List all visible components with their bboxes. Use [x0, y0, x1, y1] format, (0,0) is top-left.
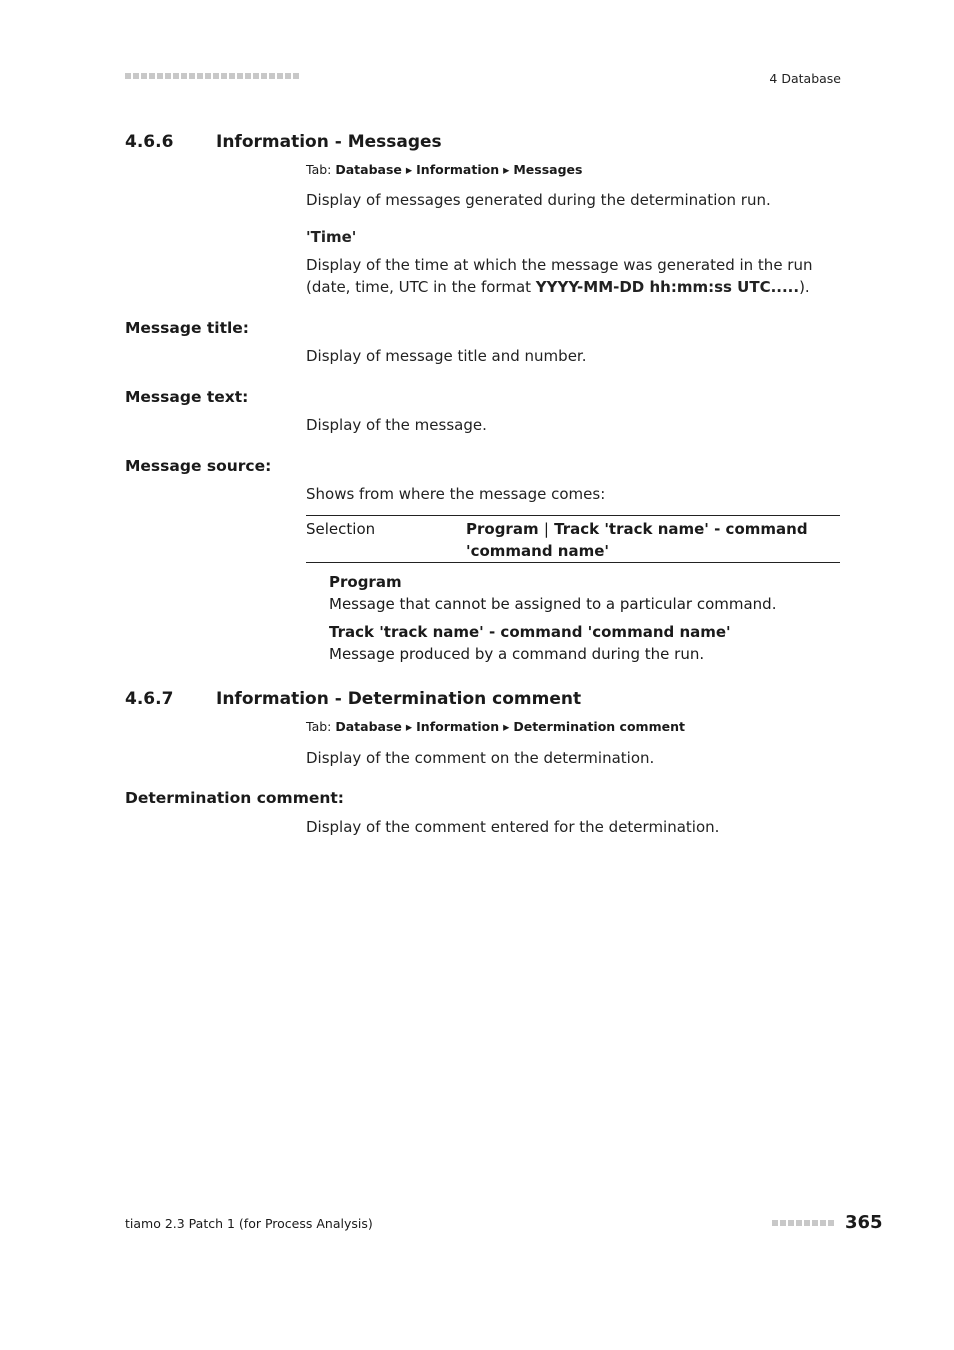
option-desc: Message produced by a command during the run.	[329, 645, 705, 663]
selection-option: Program	[466, 520, 539, 538]
selection-header: Selection	[306, 520, 376, 538]
header-decoration	[125, 73, 307, 81]
section-intro: Display of the comment on the determination.	[306, 749, 655, 767]
section-number: 4.6.7	[125, 689, 174, 709]
field-desc-message-source: Shows from where the message comes:	[306, 485, 606, 503]
time-desc-end: ).	[799, 278, 810, 296]
tab-path-item: Database	[335, 162, 402, 177]
tab-prefix: Tab:	[306, 719, 332, 734]
selection-values	[466, 518, 840, 562]
footer-product: tiamo 2.3 Patch 1 (for Process Analysis)	[125, 1216, 373, 1231]
tab-path-item: Information	[416, 719, 500, 734]
field-label-time: 'Time'	[306, 228, 357, 246]
arrow-right-icon: ▸	[405, 719, 413, 734]
selection-table	[306, 515, 840, 563]
field-desc-time	[306, 254, 840, 298]
field-desc-determination-comment: Display of the comment entered for the determination.	[306, 818, 720, 836]
tab-path	[306, 719, 685, 734]
section-title: Information - Messages	[216, 132, 442, 152]
option-separator: |	[543, 520, 549, 538]
field-desc-message-text: Display of the message.	[306, 416, 487, 434]
section-title: Information - Determination comment	[216, 689, 582, 709]
section-number: 4.6.6	[125, 132, 174, 152]
tab-path-item: Information	[416, 162, 500, 177]
arrow-right-icon: ▸	[503, 162, 510, 177]
section-intro: Display of messages generated during the determination run.	[306, 191, 771, 209]
tab-path-item: Messages	[513, 162, 583, 177]
arrow-right-icon: ▸	[405, 162, 413, 177]
option-title: Track 'track name' - command 'command name'	[329, 623, 731, 641]
tab-path-item: Database	[335, 719, 402, 734]
selection-option: Track 'track name' - command 'command name'	[466, 520, 808, 560]
tab-path	[306, 162, 582, 177]
tab-prefix: Tab:	[306, 162, 332, 177]
time-desc-text: Display of the time at which the message was generated in the run (date, time, UTC in the format	[306, 256, 813, 296]
field-label-message-source: Message source:	[125, 457, 272, 475]
page-number: 365	[845, 1212, 883, 1233]
option-title: Program	[329, 573, 402, 591]
time-format: YYYY-MM-DD hh:mm:ss UTC.....	[535, 278, 800, 296]
option-desc: Message that cannot be assigned to a particular command.	[329, 595, 777, 613]
field-label-determination-comment: Determination comment:	[125, 789, 344, 807]
field-label-message-title: Message title:	[125, 319, 250, 337]
arrow-right-icon: ▸	[503, 719, 510, 734]
tab-path-item: Determination comment	[513, 719, 685, 734]
field-label-message-text: Message text:	[125, 388, 249, 406]
footer-decoration	[772, 1220, 840, 1228]
field-desc-message-title: Display of message title and number.	[306, 347, 587, 365]
chapter-header: 4 Database	[769, 71, 841, 86]
